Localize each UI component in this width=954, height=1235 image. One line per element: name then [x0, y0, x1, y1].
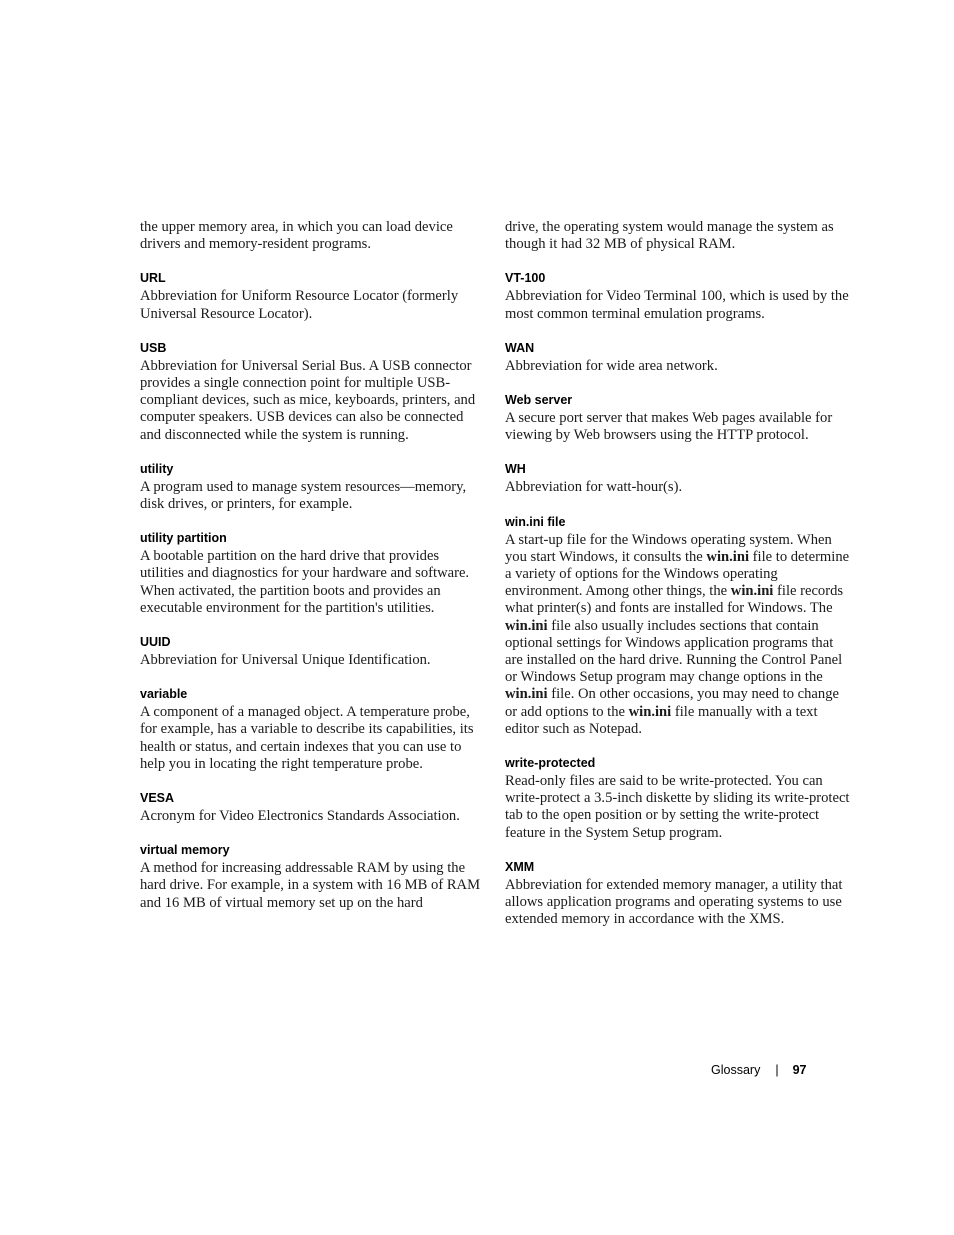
definition-virtual-memory: A method for increasing addressable RAM by using the hard drive. For example, in a system with 16 MB of RAM and 16 MB of virtual memory set up on the hard [140, 860, 481, 911]
definition-vesa: Acronym for Video Electronics Standards Association. [140, 808, 460, 825]
continuation-text: drive, the operating system would manage the system as though it had 32 MB of physical RAM. [505, 219, 834, 253]
left-column [140, 219, 485, 912]
definition-utility: A program used to manage system resources—memory, disk drives, or printers, for example. [140, 478, 467, 513]
continuation-text: the upper memory area, in which you can load device drivers and memory-resident programs. [140, 219, 453, 253]
definition-write-protected: Read-only files are said to be write-protected. You can write-protect a 3.5-inch diskette by sliding its write-protect tab to the open position or by setting the write-protect feature in the System Setup program. [505, 773, 850, 841]
definition-text: A start-up file for the Windows operating system. When you start Windows, it consults the [505, 531, 832, 565]
definition-web-server: A secure port server that makes Web pages available for viewing by Web browsers using the HTTP protocol. [505, 410, 833, 444]
term-virtual-memory: virtual memory [140, 843, 230, 858]
definition-uuid: Abbreviation for Universal Unique Identification. [140, 652, 431, 669]
definition-url: Abbreviation for Uniform Resource Locator (formerly Universal Resource Locator). [140, 288, 459, 322]
term-utility-partition: utility partition [140, 531, 227, 546]
term-win-ini-file: win.ini file [505, 514, 566, 529]
definition-text: file. On other occasions, you may need to change or add options to the [505, 686, 839, 720]
page-number: 97 [792, 1063, 807, 1077]
definition-utility-partition: A bootable partition on the hard drive that provides utilities and diagnostics for your hardware and software. When activated, the partition boots and provides an executable environment for the partition's utilities. [140, 548, 470, 616]
definition-text: file to determine a variety of options for the Windows operating environment. Among other things, the [505, 548, 850, 600]
definition-text: file records what printer(s) and fonts are installed for Windows. The [505, 583, 844, 617]
footer-separator: | [775, 1063, 779, 1077]
term-uuid: UUID [140, 635, 171, 650]
definition-usb: Abbreviation for Universal Serial Bus. A USB connector provides a single connection point for multiple USB-compliant devices, such as mice, keyboards, printers, and computer speakers. USB devices can also be connected and disconnected while the system is running. [140, 357, 476, 443]
filename-keyword: win.ini [505, 686, 548, 703]
footer-section-label: Glossary [711, 1063, 761, 1077]
term-variable: variable [140, 687, 188, 702]
right-column [505, 219, 850, 928]
term-url: URL [140, 271, 166, 286]
definition-text: file also usually includes sections that contain optional settings for Windows application programs that are installed on the hard drive. Running the Control Panel or Windows Setup program may change options in the [505, 617, 843, 686]
definition-wh: Abbreviation for watt-hour(s). [505, 479, 683, 496]
filename-keyword: win.ini [505, 617, 548, 634]
term-xmm: XMM [505, 859, 535, 874]
filename-keyword: win.ini [628, 703, 672, 720]
term-wh: WH [505, 462, 526, 477]
term-write-protected: write-protected [505, 756, 596, 771]
page-footer [711, 1062, 806, 1078]
term-utility: utility [140, 461, 174, 476]
term-vesa: VESA [140, 791, 175, 806]
definition-xmm: Abbreviation for extended memory manager, a utility that allows application programs and operating systems to use extended memory in accordance with the XMS. [505, 876, 843, 928]
definition-text: file manually with a text editor such as Notepad. [505, 703, 818, 737]
definition-vt-100: Abbreviation for Video Terminal 100, which is used by the most common terminal emulation programs. [505, 288, 849, 322]
term-usb: USB [140, 340, 167, 355]
filename-keyword: win.ini [730, 583, 774, 600]
term-vt-100: VT-100 [505, 271, 546, 286]
definition-wan: Abbreviation for wide area network. [505, 357, 718, 374]
definition-variable: A component of a managed object. A temperature probe, for example, has a variable to describe its capabilities, its health or status, and certain indexes that you can use to help you in locating the right temperature probe. [140, 704, 474, 772]
filename-keyword: win.ini [706, 548, 750, 565]
term-web-server: Web server [505, 393, 573, 408]
term-wan: WAN [505, 340, 535, 355]
definition-win-ini-file [505, 532, 850, 738]
